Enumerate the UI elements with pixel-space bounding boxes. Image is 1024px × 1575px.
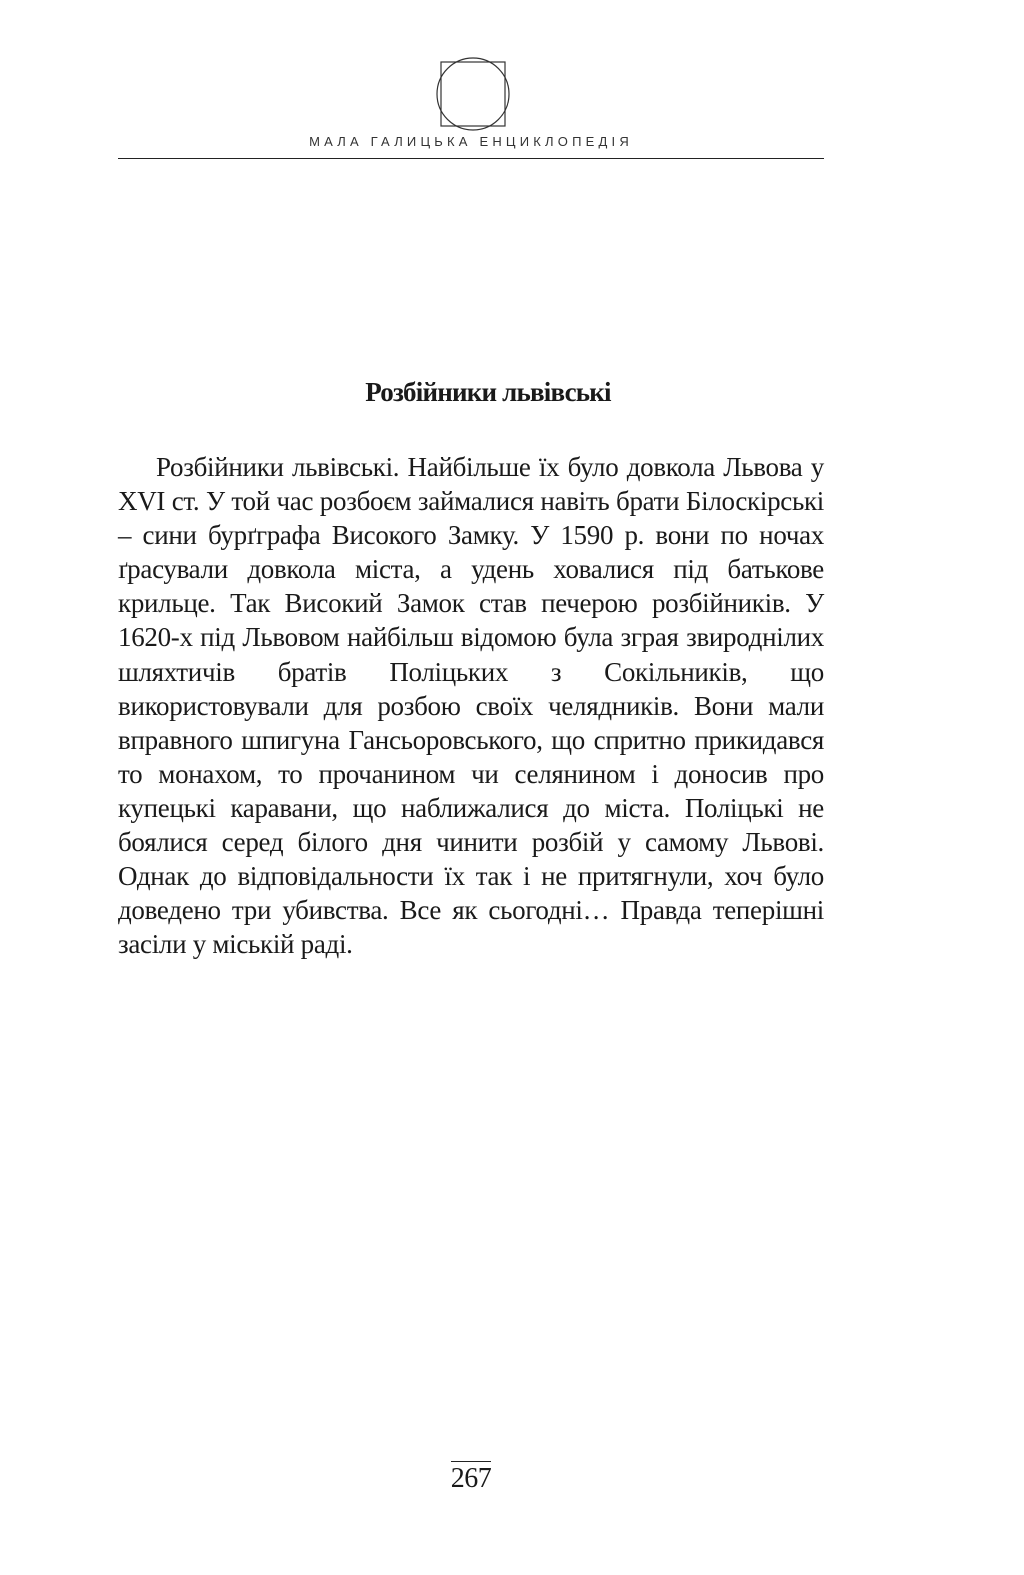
page-number-label: 267 [450, 1463, 492, 1494]
header-rule [118, 158, 824, 159]
running-title: МАЛА ГАЛИЦЬКА ЕНЦИКЛОПЕДІЯ [309, 134, 633, 149]
page-number [118, 1463, 824, 1495]
circle-square-emblem-icon [434, 48, 512, 134]
article-title: Розбійники львівські [365, 377, 611, 407]
article-body: Розбійники львівські. Найбільше їх було довкола Львова у XVI ст. У той час розбоєм займалися навіть брати Білоскірські – сини бурґграфа Високого Замку. У 1590 р. вони по ночах ґрасували довкола міста, а удень ховалися під батькове крильце. Так Високий Замок став печерою розбійників. У 1620-х під Львовом найбільш відомою була зграя звироднілих шляхтичів братів Поліцьких з Сокільників, що використовували для розбою своїх челядників. Вони мали вправного шпигуна Гансьоровського, що спритно прикидався то монахом, то прочанином чи селянином і доносив про купецькі каравани, що наближалися до міста. Поліцькі не боялися серед білого дня чинити розбій у самому Львові. Однак до відповідальности їх так і не притягнули, хоч було доведено три убивства. Все як сьогодні… Правда теперішні засіли у міській раді. [118, 452, 824, 960]
